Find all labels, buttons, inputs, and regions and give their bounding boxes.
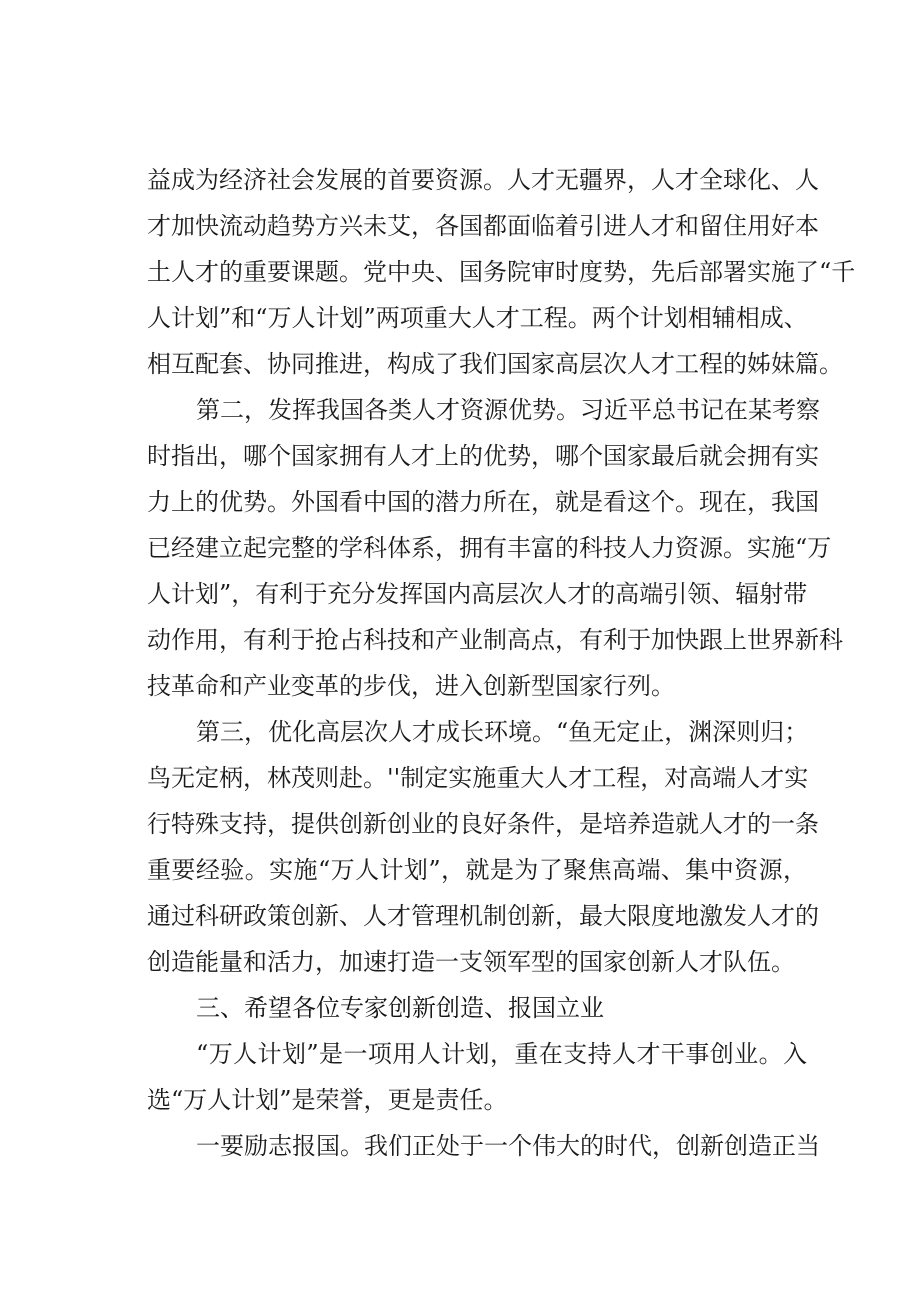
text-line: “万人计划”是一项用人计划，重在支持人才干事创业。入: [196, 1040, 807, 1068]
text-line: 益成为经济社会发展的首要资源。人才无疆界，人才全球化、人: [147, 166, 819, 194]
text-line: 重要经验。实施“万人计划”，就是为了聚焦高端、集中资源，: [147, 856, 807, 884]
text-line: 动作用，有利于抢占科技和产业制高点，有利于加快跟上世界新科: [147, 626, 843, 654]
text-line: 第三，优化高层次人才成长环境。“鱼无定止，渊深则归；: [196, 718, 809, 746]
text-line: 通过科研政策创新、人才管理机制创新，最大限度地激发人才的: [147, 902, 819, 930]
text-line: 一要励志报国。我们正处于一个伟大的时代，创新创造正当: [196, 1132, 820, 1160]
text-line: 已经建立起完整的学科体系，拥有丰富的科技人力资源。实施“万: [147, 534, 832, 562]
text-line: 第二，发挥我国各类人才资源优势。习近平总书记在某考察: [196, 396, 820, 424]
text-line: 人计划”和“万人计划”两项重大人才工程。两个计划相辅相成、: [147, 304, 808, 332]
text-line: 创造能量和活力，加速打造一支领军型的国家创新人才队伍。: [147, 948, 795, 976]
text-line: 土人才的重要课题。党中央、国务院审时度势，先后部署实施了“千: [147, 258, 856, 286]
text-line: 人计划”，有利于充分发挥国内高层次人才的高端引领、辐射带: [147, 580, 808, 608]
text-line: 技革命和产业变革的步伐，进入创新型国家行列。: [147, 672, 675, 700]
text-line: 选“万人计划”是荣誉，更是责任。: [147, 1086, 508, 1114]
text-line: 鸟无定柄，林茂则赴。''制定实施重大人才工程，对高端人才实: [147, 764, 809, 792]
text-line: 相互配套、协同推进，构成了我们国家高层次人才工程的姊妹篇。: [147, 350, 843, 378]
text-line: 力上的优势。外国看中国的潜力所在，就是看这个。现在，我国: [147, 488, 819, 516]
text-line: 时指出，哪个国家拥有人才上的优势，哪个国家最后就会拥有实: [147, 442, 819, 470]
text-line: 行特殊支持，提供创新创业的良好条件，是培养造就人才的一条: [147, 810, 819, 838]
text-line: 才加快流动趋势方兴未艾，各国都面临着引进人才和留住用好本: [147, 212, 819, 240]
section-heading: 三、希望各位专家创新创造、报国立业: [196, 994, 604, 1022]
